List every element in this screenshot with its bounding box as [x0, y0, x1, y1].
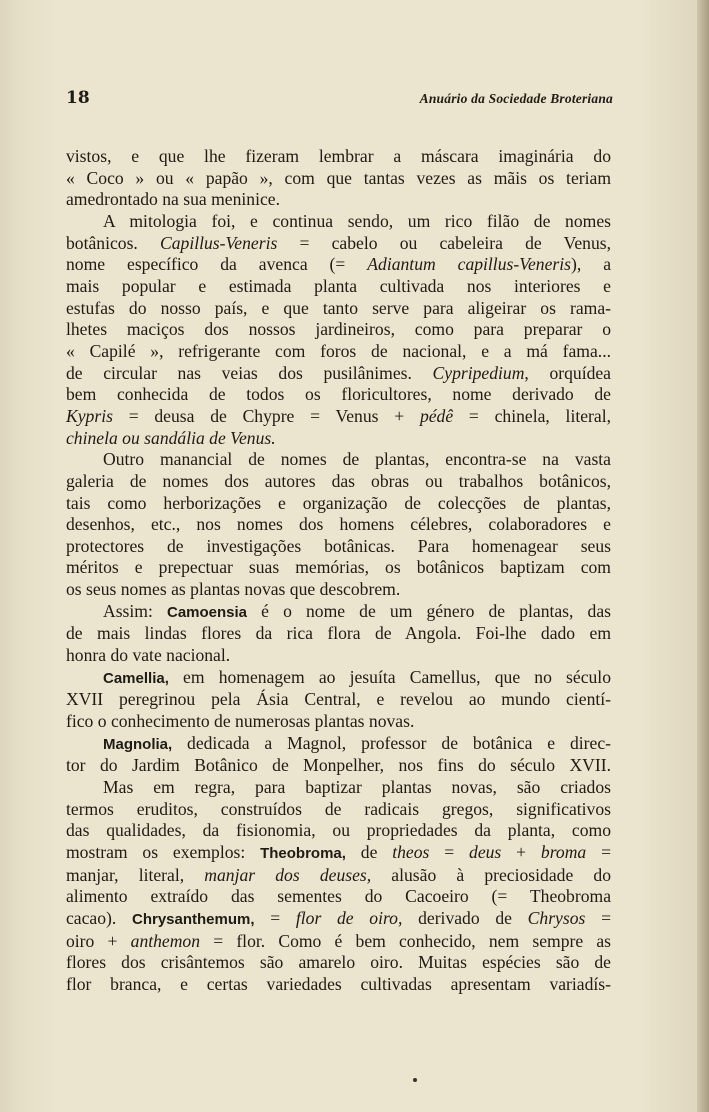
paragraph-3 — [66, 449, 611, 601]
paper-speck — [413, 1078, 417, 1082]
text-line: tais como herborizações e organização de colecções de plantas, — [66, 492, 611, 513]
text-line: de circular nas veias dos pusilânimes. Cypripedium, orquídea — [66, 362, 611, 383]
text-line: estufas do nosso país, e que tanto serve para aligeirar os rama- — [66, 297, 611, 318]
text-line: botânicos. Capillus-Veneris = cabelo ou cabeleira de Venus, — [66, 232, 611, 253]
page-number: 18 — [66, 88, 90, 108]
text-line: Outro manancial de nomes de plantas, encontra-se na vasta — [103, 449, 611, 470]
paragraph-2 — [66, 211, 611, 449]
text-line: termos eruditos, construídos de radicais gregos, significativos — [66, 798, 611, 819]
text-line: fico o conhecimento de numerosas plantas novas. — [66, 711, 415, 732]
text-line: Mas em regra, para baptizar plantas novas, são criados — [103, 777, 611, 798]
text-line: de mais lindas flores da rica flora de Angola. Foi-lhe dado em — [66, 623, 611, 644]
page-header — [66, 88, 613, 110]
text-line: das qualidades, da fisionomia, ou propriedades da planta, como — [66, 820, 611, 841]
text-line: amedrontado na sua meninice. — [66, 189, 280, 210]
text-line: honra do vate nacional. — [66, 645, 231, 666]
text-line: desenhos, etc., nos nomes dos homens célebres, colaboradores e — [66, 514, 611, 535]
page-edge — [697, 0, 709, 1112]
text-line: Assim: Camoensia é o nome de um género de plantas, das — [103, 600, 611, 621]
text-line: A mitologia foi, e continua sendo, um rico filão de nomes — [103, 210, 611, 231]
text-line: nome específico da avenca (= Adiantum capillus-Veneris), a — [66, 254, 611, 275]
paragraph-5 — [66, 667, 611, 733]
text-line: oiro + anthemon = flor. Como é bem conhecido, nem sempre as — [66, 930, 612, 951]
text-line: Kypris = deusa de Chypre = Venus + pédê = chinela, literal, — [66, 405, 611, 426]
text-line: méritos e prepectuar suas memórias, os botânicos baptizam com — [66, 557, 611, 578]
text-line: bem conhecida de todos os floricultores, nome derivado de — [66, 384, 611, 405]
text-line: tor do Jardim Botânico de Monpelher, nos fins do século XVII. — [66, 755, 611, 776]
text-line: XVII peregrinou pela Ásia Central, e revelou ao mundo cientí- — [66, 689, 611, 710]
text-line: Camellia, em homenagem ao jesuíta Camellus, que no século — [103, 666, 611, 687]
paragraph-6 — [66, 733, 611, 777]
text-line: Magnolia, dedicada a Magnol, professor de botânica e direc- — [103, 732, 611, 753]
text-line: flores dos crisântemos são amarelo oiro. Muitas espécies são de — [66, 952, 611, 973]
paragraph-7 — [66, 777, 611, 996]
text-line: flor branca, e certas variedades cultivadas apresentam variadís- — [66, 973, 611, 994]
text-line: mais popular e estimada planta cultivada nos interiores e — [66, 275, 611, 296]
text-line: manjar, literal, manjar dos deuses, alusão à preciosidade do — [66, 864, 611, 885]
text-line: « Capilé », refrigerante com foros de nacional, e a má fama... — [66, 340, 611, 361]
text-line: chinela ou sandália de Venus. — [66, 427, 276, 448]
text-line: cacao). Chrysanthemum, = flor de oiro, derivado de Chrysos = — [66, 907, 611, 928]
paragraph-1 — [66, 146, 611, 211]
paragraph-4 — [66, 601, 611, 667]
text-line: lhetes maciços dos nossos jardineiros, como para preparar o — [66, 319, 611, 340]
text-line: mostram os exemplos: Theobroma, de theos = deus + broma = — [66, 842, 611, 862]
text-line: galeria de nomes dos autores das obras ou trabalhos botânicos, — [66, 470, 611, 491]
text-line: os seus nomes as plantas novas que descobrem. — [66, 579, 401, 600]
text-line: protectores de investigações botânicas. Para homenagear seus — [66, 535, 611, 556]
text-line: vistos, e que lhe fizeram lembrar a máscara imaginária do — [66, 146, 611, 166]
running-head: Anuário da Sociedade Broteriana — [419, 91, 613, 106]
text-line: alimento extraído das sementes do Cacoeiro (= Theobroma — [66, 886, 611, 907]
text-line: « Coco » ou « papão », com que tantas vezes as mãis os teriam — [66, 167, 611, 188]
body-text — [66, 146, 611, 996]
